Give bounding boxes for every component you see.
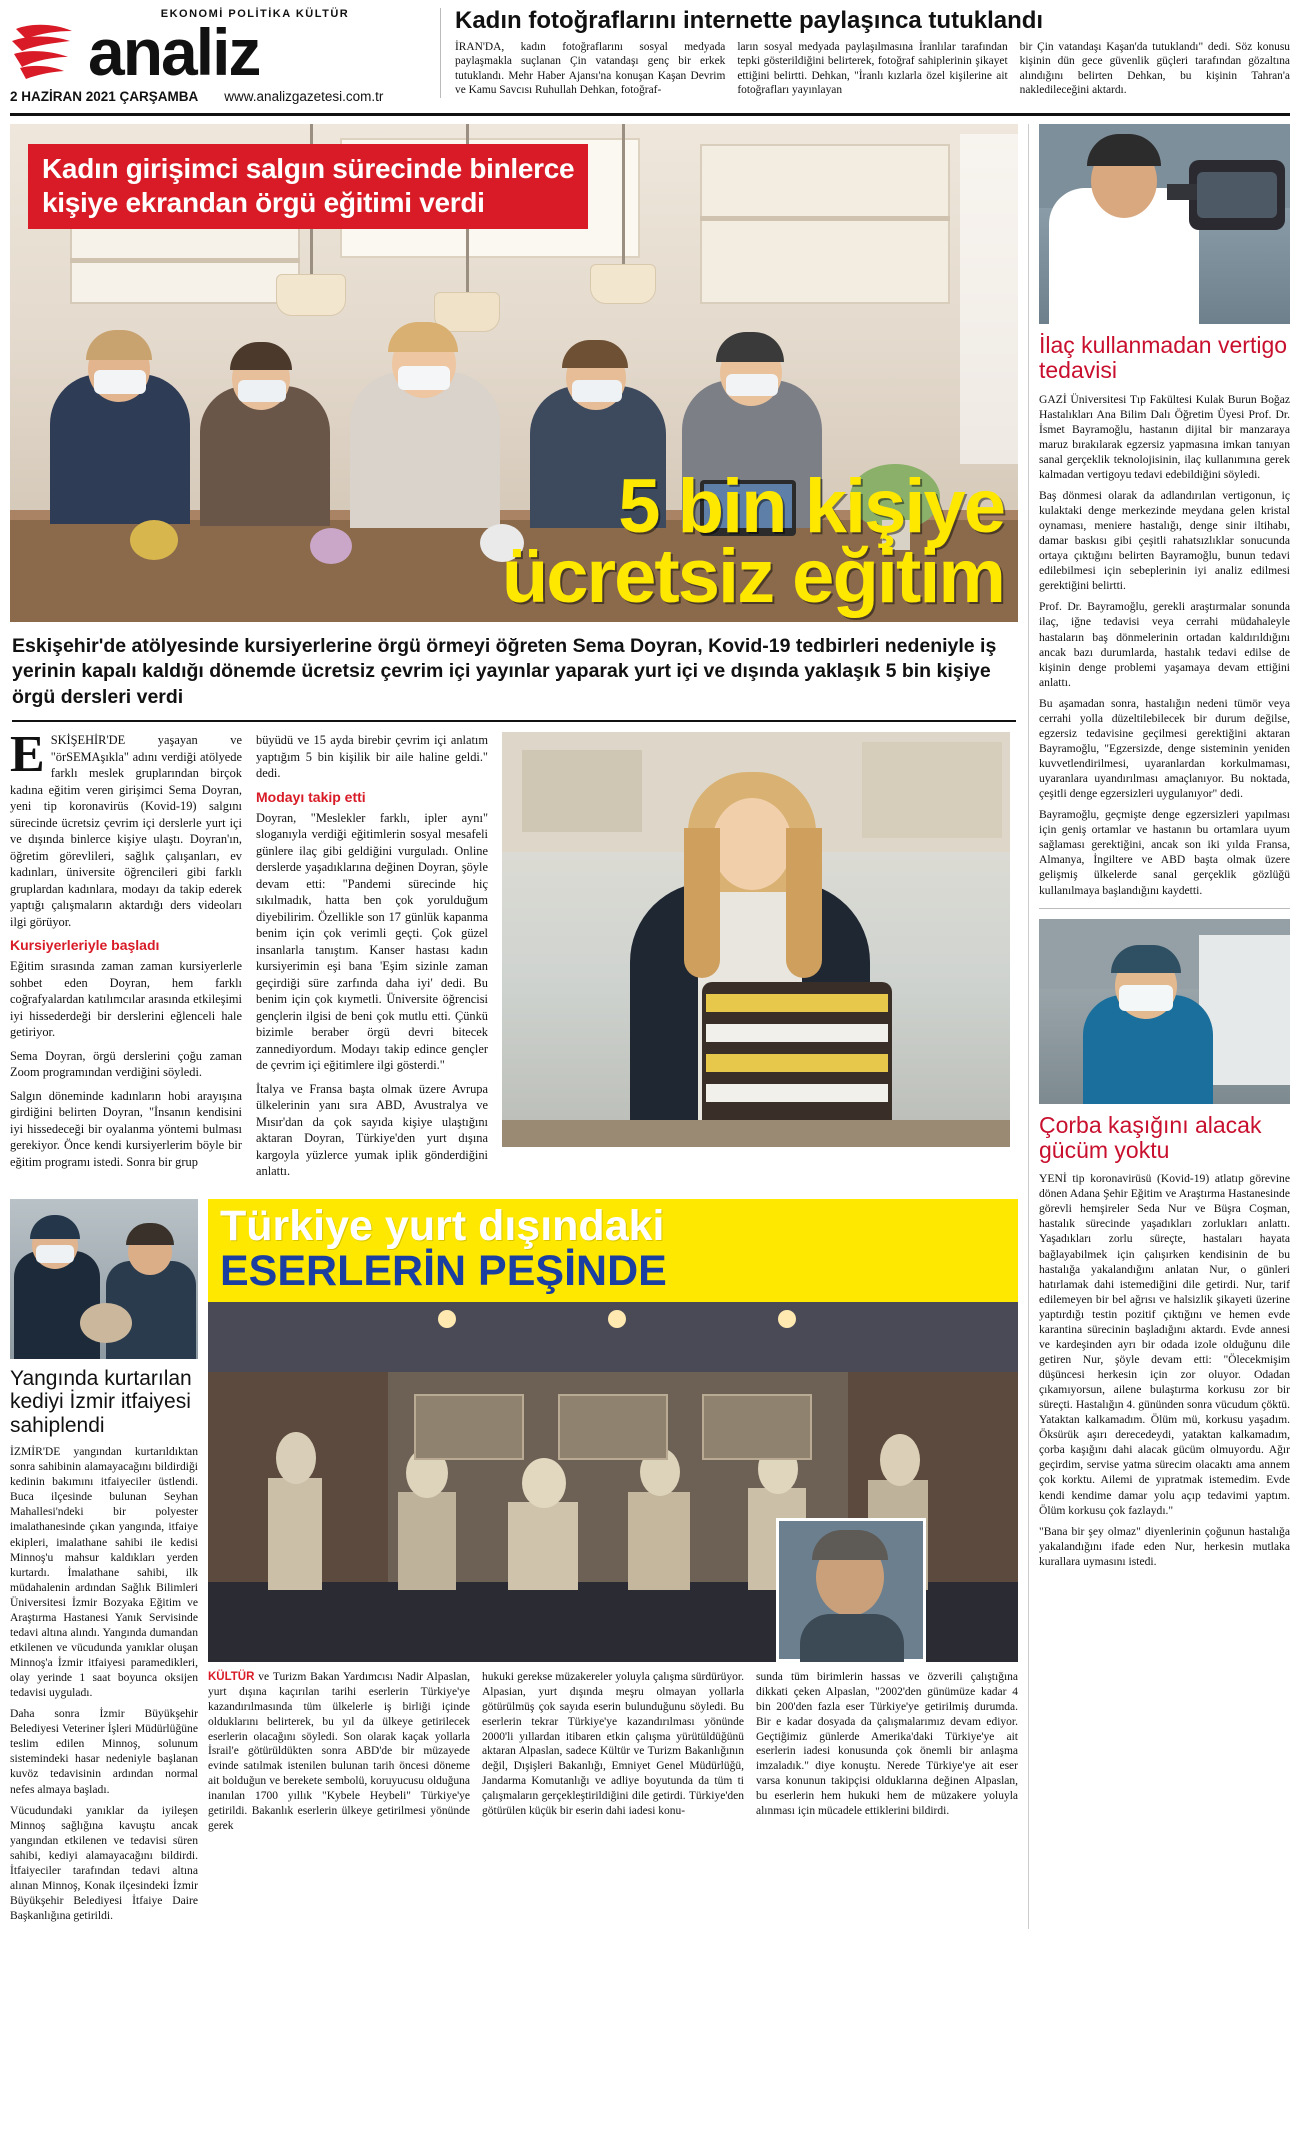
nurse-body	[1039, 1171, 1290, 1569]
right-rail	[1028, 124, 1290, 1929]
lead-paragraph: Doyran, "Meslekler farklı, ipler aynı" sloganıyla verdiği eğitimlerin sosyal mesafeli günlere ilaç gibi geldiğini vurguladı. Online derslerde yaşadıklarına değinen Doyran, şöyle devam etti: "Pandemi sürecinde hiç sıkılmadık, hatta ben çok yorulduğum diyebilirim. Özellikle son 17 günlük kapanma benim için çok verimli geçti. Çok güzel insanlarla tanıştım. Kanser hastası kadın kursiyerimin eşi bana 'Eşim sizinle zaman geçirdiği süre zarfında daha iyi' dedi. Bu benim için çok kıymetli. Üniversite öğrencisi gençlerin ilgisi de beni çok mutlu etti. Çünkü bizimle beraber örgü devri bitecek zannediyordum. Modayı takip edince gençler de çevrim içi eğitimlere ilgi gösterdi."	[256, 810, 488, 1073]
kultur-headline-line2: ESERLERİN PEŞİNDE	[220, 1247, 667, 1296]
museum-photo	[208, 1302, 1018, 1662]
vertigo-paragraph: Bu aşamadan sonra, hastalığın nedeni tümör veya cerrahi yolla düzeltilebilecek bir durum değilse, egzersiz tedavisine geçilmesi gerektiğini aktaran Bayramoğlu, "Egzersizde, denge sisteminin yeniden kuvvetlendirilmesi, uyaranlardan korkulmaması, uyaranlara uyandırılması amaçlanıyor. Bu noktada, çeşitli denge egzersizleri uygulanıyor" dedi.	[1039, 696, 1290, 801]
logo-wordmark: analiz	[88, 15, 260, 89]
masthead-top-story	[440, 8, 1290, 98]
lead-headline-line1: Kadın girişimci salgın sürecinde binlerce	[42, 153, 575, 184]
top-story-col-3: bir Çin vatandaşı Kaşan'da tutuklandı" dedi. Söz konusu kişinin dün gece güvenlik güçleri tarafından gözaltına alındığını belirten Dehkan, bu kişinin Tahran'a nakledileceğini aktardı.	[1019, 40, 1290, 97]
nurse-paragraph: "Bana bir şey olmaz" diyenlerinin çoğunun hastalığa yakalandığını ifade eden Nur, herkesin mutlaka kurallara uymasını istedi.	[1039, 1524, 1290, 1568]
masthead-kicker: EKONOMİ POLİTİKA KÜLTÜR	[160, 8, 350, 20]
lead-article-column-1	[10, 726, 242, 1187]
vertigo-paragraph: GAZİ Üniversitesi Tıp Fakültesi Kulak Burun Boğaz Hastalıkları Ana Bilim Dalı Öğretim Üyesi Prof. Dr. İsmet Bayramoğlu, hastanın dijital bir manzaraya maruz bırakılarak egzersiz yapmasına imkan tanıyan sanal gerçeklik teknolojisinin, ilaç kullanımına gerek kalmadan vertigoyu tedavi edebildiğini söyledi.	[1039, 392, 1290, 481]
cat-story-paragraph: Daha sonra İzmir Büyükşehir Belediyesi Veteriner İşleri Müdürlüğüne teslim edilen Minnoş, solunum sistemindeki hasar nedeniyle başlanan kuvöz tedavisinin ardından normal nefes almaya başladı.	[10, 1707, 198, 1796]
top-story-col-2: ların sosyal medyada paylaşılmasına İranlılar tarafından tepki gösterildiğini belirterek, fotoğraf sahiplerinin şikayet ettiğini belirtti. Dehkan, "İranlı kızlarla özel kişilerine ait fotoğrafları yayınlayan	[737, 40, 1008, 97]
cat-story-body	[10, 1444, 198, 1923]
cat-story-paragraph: Vücudundaki yanıklar da iyileşen Minnoş sağlığına kavuştu ancak yangından etkilenen ve tedavisi süren sahibi, kediyi alamayacağını bildirdi. İtfaiyeciler tarafından tedavi altına alınan Minnoş, Konak ilçesindeki İzmir Büyükşehir Belediyesi İtfaiye Daire Başkanlığına getirildi.	[10, 1803, 198, 1923]
nurse-photo	[1039, 919, 1290, 1104]
lead-overlay-line2: ücretsiz eğitim	[501, 534, 1004, 620]
knitting-photo-art	[502, 732, 1010, 1147]
logo-icon	[10, 21, 90, 83]
vertigo-headline: İlaç kullanmadan vertigo tedavisi	[1039, 332, 1288, 384]
knitting-photo	[502, 732, 1010, 1187]
vertigo-paragraph: Bayramoğlu, geçmişte denge egzersizleri yapılması için geniş ortamlar ve hastanın bu ortamlara uyum sağlaması gerektiğini, ancak son iki yılda Fransa, Almanya, İngiltere ve ABD başta olmak üzere gelişmiş ülkelerde sanal gerçeklik gözlüğü kullanılmaya başlandığını kaydetti.	[1039, 808, 1290, 897]
vertigo-photo	[1039, 124, 1290, 324]
lead-article-column-2	[256, 732, 488, 1187]
kultur-headline-line1: Türkiye yurt dışındaki	[220, 1201, 665, 1250]
kultur-paragraph	[208, 1670, 470, 1833]
top-story-col-1: İRAN'DA, kadın fotoğraflarını sosyal medyada paylaşmakla suçlanan Çin vatandaşı genç bir erkek tutuklandı. Mehr Haber Ajansı'na konuşan Kaşan Devrim ve Kamu Savcısı Ruhullah Dehkan, fotoğraf-	[455, 40, 726, 97]
lead-paragraph: büyüdü ve 15 ayda birebir çevrim içi anlatım yaptığım 5 bin kişilik bir aile haline geldi." dedi.	[256, 733, 488, 781]
lead-article	[10, 726, 1018, 1187]
cat-story	[10, 1199, 198, 1929]
lead-overlay-line1: 5 bin kişiye	[618, 464, 1004, 550]
top-story-headline: Kadın fotoğraflarını internette paylaşınca tutuklandı	[455, 7, 1044, 34]
kultur-column-2	[482, 1670, 744, 1839]
lead-paragraph: ESKİŞEHİR'DE yaşayan ve "örSEMAşıkla" adını verdiği atölyede farklı meslek gruplarından birçok kadına eğitim veren girişimci Sema Doyran, yeni tip koronavirüs (Kovid-19) salgını sürecinde ücretsiz çevrim içi derslerle yurt içi ve dışında binlerce kişiye ulaştı. Doyran'ın, öğretim görevlileri, sağlık çalışanları, ev kadınları, üniversite öğrencileri gibi farklı gruplardan kadınlara, modayı da takip ederek yaptığı çalışmaların aktardığı ders videoları ilgi görüyor.	[10, 726, 242, 929]
kultur-paragraph: hukuki gereksе müzakereler yoluyla çalışma sürdürüyor. Alpasian, yurt dışında meşru olmayan yollarla götürülmüş çok sayıda eserin bulunduğunu söyledi. Bu eserlerin tekrar Türkiye'ye kazandırılması yönünde 2000'li yıllardan itibaren etkin çalışma yürütüldüğünü aktaran Alpaslan, sadece Kültür ve Turizm Bakanlığının değil, Dışişleri Bakanlığı, Emniyet Genel Müdürlüğü, Jandarma Komutanlığı ve adliye boyutunda da tüm ti çalışmaların gerçekleştirildiğini dile getirdi. Türkiye'den götürülen küçük bir eserin dahi iadesi konu-	[482, 1671, 744, 1817]
section-divider	[1039, 908, 1290, 909]
kultur-body	[208, 1670, 1018, 1839]
main-column	[10, 124, 1018, 1929]
vertigo-paragraph: Prof. Dr. Bayramoğlu, gerekli araştırmalar sonunda ilaç, iğne tedavisi veya cerrahi müdahaleyle hastaların baş dönmelerinin ortadan kaldırıldığını ancak bazı durumlarda, hastalık tedavi edilse de kişinin denge problemi yaşamaya devam ettiğini anlattı.	[1039, 600, 1290, 689]
lead-subhead-1: Kursiyerleriyle başladı	[10, 937, 160, 954]
vertigo-body	[1039, 392, 1290, 898]
lead-headline-line2: kişiye ekrandan örgü eğitimi verdi	[42, 187, 485, 219]
kultur-story	[208, 1199, 1018, 1929]
kultur-column-1	[208, 1670, 470, 1839]
vertigo-paragraph: Baş dönmesi olarak da adlandırılan vertigonun, iç kulaktaki denge merkezinde meydana gelen kristal oynaması, meniere hastalığı, denge sinir iltihabı, damar baskısı gibi çeşitli rahatsızlıklar sonucunda ortaya çıktığını belirten Bayramoğlu, bunun tedavi edilebilmesi için sebeplerinin iyi analiz edilmesi gerektiğini belirtti.	[1039, 488, 1290, 593]
lead-paragraph: Salgın döneminde kadınların hobi arayışına girdiğini belirten Doyran, "İnsanın kendisini iyi hissedeceği bir oyalanma yöntemi bulması gerekiyor. Önce kendi kursiyerlerim böyle bir eğitim programı istedi. Sonra bir grup	[10, 1088, 242, 1169]
kultur-lead-text: ve Turizm Bakan Yardımcısı Nadir Alpaslan, yurt dışına kaçırılan tarihi eserlerin Türkiye'ye kazandırılmasında tüm ülkelerle iş birliği içinde olduklarını belirterek, bu yıl da ülkeye getirilecek eserlerin olacağını söyledi. Son olarak kaçak yollarla İsrail'e götürüldükten sonra ABD'de bir müzayede evinde satılmak istenilen bulunan tarih öncesi döneme ait bolduğun ve berekete sembolü, koruyucusu olduğuna inanılan 1700 yıllık "Kybele Heybeli" Türkiye'ye getirildi. Bakanlık eserlerin ülkeye getirilmesi yönünde gerek	[208, 1671, 470, 1832]
nurse-paragraph: YENİ tip koronavirüsü (Kovid-19) atlatıp görevine dönen Adana Şehir Eğitim ve Araştırma Hastanesinde görevli hemşireler Seda Nur ve Büşra Coşman, hastalık sürecinde yaşadıkları zorlukları anlattı. Yaşadıkları zorlu süreçte, hastaları hayata bağlayabilmek için çalışırken kendisinin de bu hastalığa yakalandığını anlatan Nur, o günleri hatırlamak dahi istemediğini dile getirdi. Nur, tarif edilemeyen bir bel ağrısı ve halsizlik şikayeti üzerine yaptırdığı testin pozitif çıktığını ve hemen evde karantina sürecinin başladığını aktardı. Evde annesi ve kardeşinden ayrı bir odada izole olduğunu dile getiren Nur, şöyle devam etti: "Ölecekmişim düşüncesi herkesin için zor oluyor. Odadan çıkamıyorsun, ailene bulaştırma korkusu zor bir süreçti. Hastalığın 4. gününden sonra vücudum çöktü. Yataktan kalkamadım. Ölüm mü, korkusu yaşadım. Öksürük aşırı derecedeydi, yataktan kalkamadım, çorba kaşığını dahi alacak gücüm olmuyordu. Ağır geçirdim, servise yatma sürecim olacaktı ama annem çok korktu. Ailemi de yıpratmak istemedim. Evde kendi kendime damar yolu açıp tedavimi yaptım. Ölüm korkusu çok fazlaydı."	[1039, 1172, 1290, 1517]
kultur-headline	[208, 1199, 1018, 1303]
masthead-website[interactable]: www.analizgazetesi.com.tr	[224, 89, 384, 104]
kultur-lead-badge: KÜLTÜR	[208, 1671, 255, 1684]
masthead-date: 2 HAZİRAN 2021 ÇARŞAMBA	[10, 89, 199, 104]
lead-headline	[28, 144, 588, 229]
lead-subhead-2: Modayı takip etti	[256, 788, 366, 805]
lead-photo	[10, 124, 1018, 622]
lead-paragraph: İtalya ve Fransa başta olmak üzere Avrupa ülkelerinin yanı sıra ABD, Avustralya ve Mısır'dan da çok sayıda kişiye ulaştığını aktaran Doyran, Türkiye'den yurt dışına kargoyla yüzlerce yumak iplik gönderdiğini anlattı.	[256, 1081, 488, 1179]
lower-section	[10, 1199, 1018, 1929]
lead-overlay-text	[501, 464, 1004, 620]
kultur-column-3	[756, 1670, 1018, 1839]
cat-photo	[10, 1199, 198, 1359]
lead-paragraph: Sema Doyran, örgü derslerini çoğu zaman Zoom programından verdiğini söyledi.	[10, 1048, 242, 1080]
masthead-brand	[10, 8, 440, 104]
lead-deck: Eskişehir'de atölyesinde kursiyerlerine örgü örmeyi öğreten Sema Doyran, Kovid-19 tedbirleri nedeniyle iş yerinin kapalı kaldığı dönemde ücretsiz çevrim içi yayınlar yaparak yurt içi ve dışında yaklaşık 5 bin kişiye örgü dersleri verdi	[12, 634, 1016, 722]
masthead	[10, 8, 1290, 116]
lead-paragraph: Eğitim sırasında zaman zaman kursiyerlerle sohbet eden Doyran, hem farklı coğrafyalardan katılımcılar arasında etkileşimi iyi hissederdeği bir derslerini eğlenceli hale getiriyor.	[10, 959, 242, 1040]
cat-story-headline: Yangında kurtarılan kediyi İzmir itfaiyesi sahiplendi	[10, 1366, 192, 1437]
kultur-paragraph: sunda tüm birimlerin hassas ve özverili çalıştığına dikkati çeken Alpaslan, "2002'den günümüze kadar 4 bin 200'den fazla eser Türkiye'ye getirilmiş durumda. Bir e kadar dosyada da çalışmalarımız devam ediyor. Geçtiğimiz günlerde Amerika'daki Türkiye'ye ait eserlerin iadesi konusunda çok önemli bir anlaşma imzaladık." diye konuştu. Nerede Türkiye'ye ait eser varsa konunun takipçisi olduklarına değinen Alpaslan, bu eserlerin hem hukuki hem de müzakere yoluyla alınması için mücadele ettiklerini bildirdi.	[756, 1671, 1018, 1817]
nurse-headline: Çorba kaşığını alacak gücüm yoktu	[1039, 1111, 1262, 1163]
cat-story-paragraph: İZMİR'DE yangından kurtarıldıktan sonra sahibinin alamayacağını bildirdiği kedinin bakımını itfaiyeciler üstlendi. Buca ilçesinde bulunan Seyhan Mahallesi'ndeki bir polyester imalathanesinde çıkan yangında, itfaiye ekipleri, imalathane sahibi ile kedisi Minnoş'u mahsur kaldıkları yerden kurtardı. İmalathane sahibi, ilk müdahalenin ardından Sağlık Bilimleri Üniversitesi İzmir Bozyaka Eğitim ve Araştırma Hastanesi Yanık Servisinde tedavi altına alındı. Yangında dumandan etkilenen ve vücudunda yanıklar oluşan Minnoş'a İzmir itfaiyesi paramedikleri, olay yerinde 1 saat boyunca oksijen tedavisi uyguladı.	[10, 1445, 198, 1700]
